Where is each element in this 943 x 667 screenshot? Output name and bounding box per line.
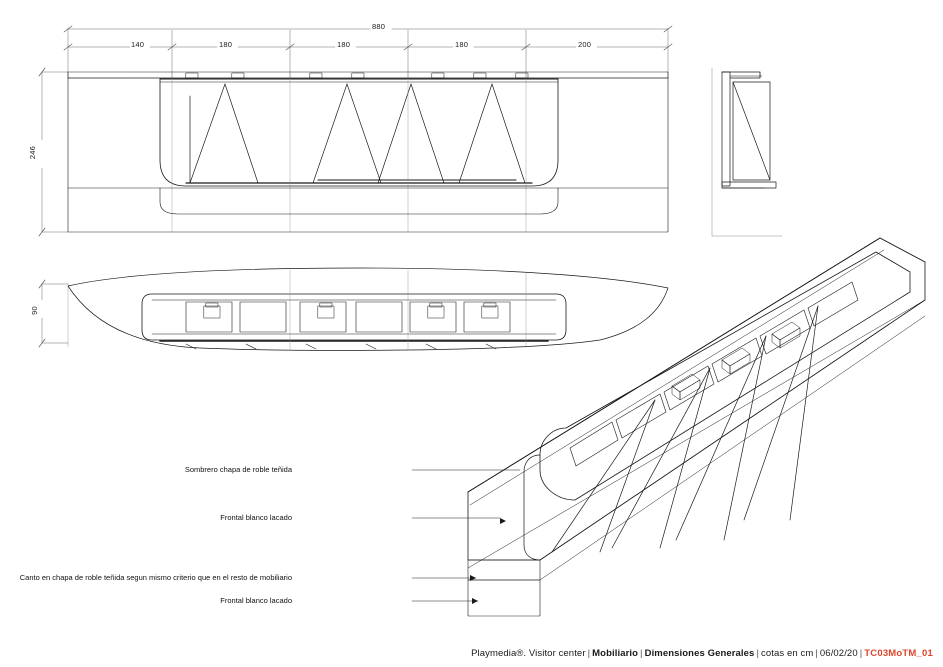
callout-frontal-inferior: Frontal blanco lacado [220,596,292,605]
callout-frontal-superior: Frontal blanco lacado [220,513,292,522]
titleblock [471,648,933,659]
plan-view [39,268,668,350]
side-view [712,68,782,236]
dim-seg-180-a: 180 [219,40,233,49]
dim-seg-140: 140 [131,40,145,49]
dim-seg-180-b: 180 [337,40,351,49]
titleblock-subsection: Dimensiones Generales [644,648,755,659]
titleblock-units: cotas en cm [761,648,814,659]
titleblock-sep-5: | [859,648,863,659]
titleblock-sep-4: | [815,648,818,659]
callout-leaders [412,470,520,604]
dim-total-880: 880 [372,22,386,31]
titleblock-sep-1: | [587,648,591,659]
dim-seg-180-c: 180 [455,40,469,49]
elevation-view [39,26,672,236]
titleblock-code: TC03MoTM_01 [864,648,933,659]
titleblock-project: Playmedia®. Visitor center [471,648,586,659]
callout-canto: Canto en chapa de roble teñida segun mismo criterio que en el resto de mobiliario [19,573,292,582]
dim-depth-90: 90 [29,306,39,315]
callout-sombrero: Sombrero chapa de roble teñida [184,465,292,474]
axonometric-view [468,238,925,616]
dim-height-246: 246 [28,145,38,160]
dim-seg-200: 200 [578,40,592,49]
titleblock-sep-2: | [640,648,643,659]
titleblock-sep-3: | [756,648,760,659]
titleblock-section: Mobiliario [592,648,639,659]
titleblock-date: 06/02/20 [819,648,858,659]
